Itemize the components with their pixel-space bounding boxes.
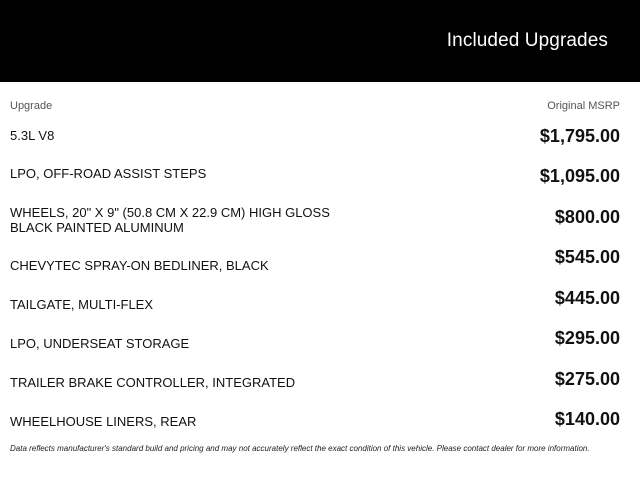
upgrade-name: LPO, UNDERSEAT STORAGE xyxy=(10,336,190,351)
upgrade-name: WHEELHOUSE LINERS, REAR xyxy=(10,414,197,429)
header-bar xyxy=(0,0,640,82)
page-title: Included Upgrades xyxy=(446,30,608,51)
upgrade-name: TRAILER BRAKE CONTROLLER, INTEGRATED xyxy=(10,375,296,390)
upgrade-price: $445.00 xyxy=(554,288,620,308)
column-header-upgrade: Upgrade xyxy=(10,100,53,112)
upgrade-name: CHEVYTEC SPRAY-ON BEDLINER, BLACK xyxy=(10,258,269,273)
upgrade-price: $545.00 xyxy=(554,247,620,267)
upgrade-name: LPO, OFF-ROAD ASSIST STEPS xyxy=(10,166,207,181)
disclaimer-text: Data reflects manufacturer's standard build and pricing and may not accurately reflect the exact condition of this vehicle. Please contact dealer for more information. xyxy=(10,444,590,453)
upgrade-price: $800.00 xyxy=(554,207,620,227)
upgrade-name: 5.3L V8 xyxy=(10,128,55,143)
upgrade-price: $1,095.00 xyxy=(539,166,620,186)
upgrade-name: TAILGATE, MULTI-FLEX xyxy=(10,297,154,312)
upgrade-price: $1,795.00 xyxy=(539,126,620,146)
upgrade-name: WHEELS, 20" X 9" (50.8 CM X 22.9 CM) HIGH GLOSS BLACK PAINTED ALUMINUM xyxy=(10,205,330,235)
upgrade-price: $295.00 xyxy=(554,328,620,348)
upgrade-price: $140.00 xyxy=(554,409,620,429)
column-header-msrp: Original MSRP xyxy=(547,100,620,112)
upgrade-price: $275.00 xyxy=(554,369,620,389)
